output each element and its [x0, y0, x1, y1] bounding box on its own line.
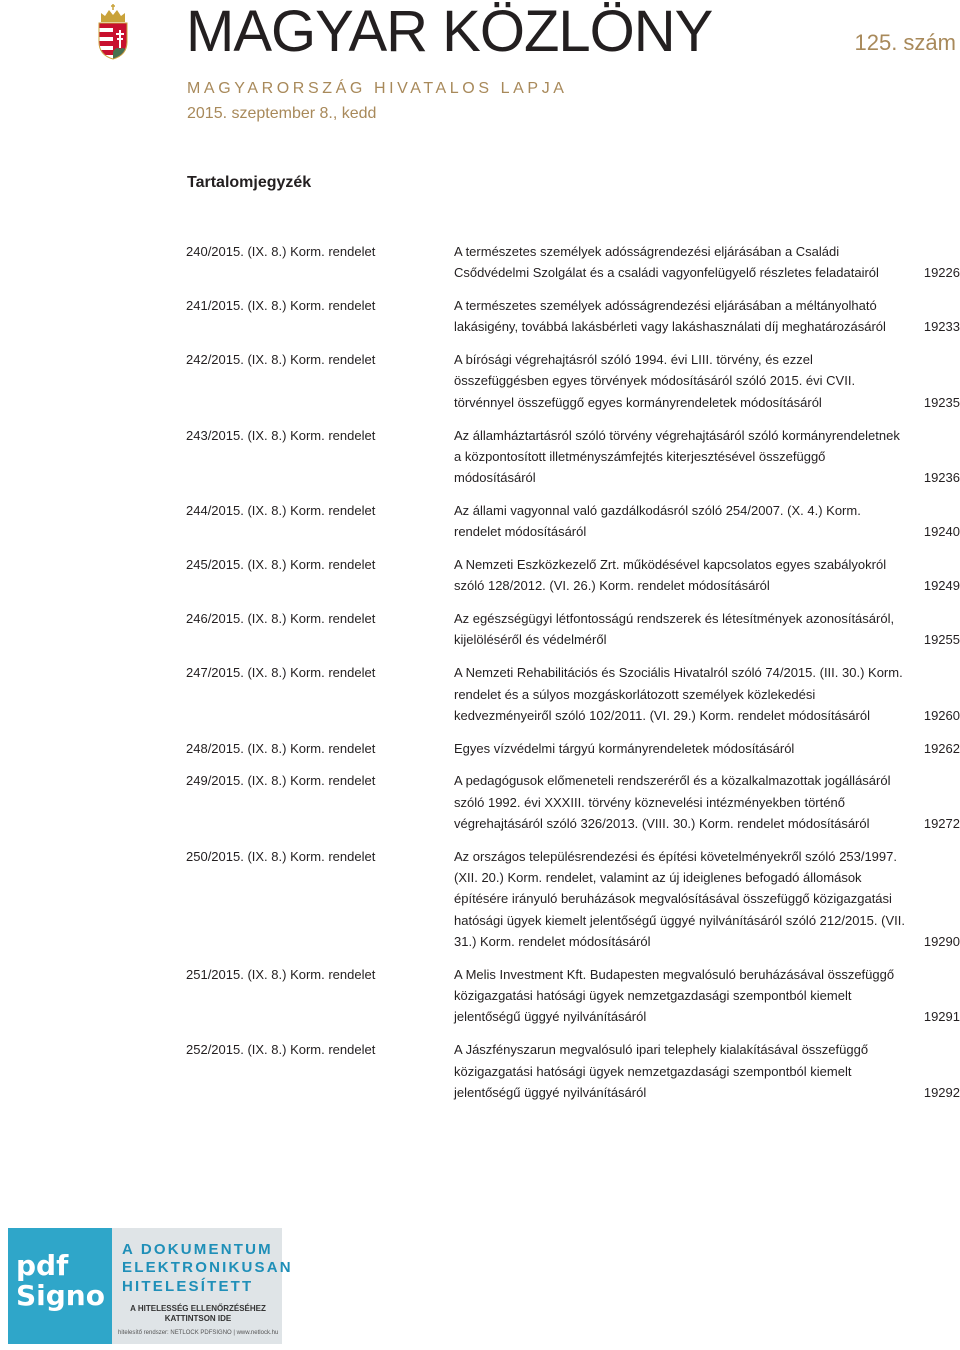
toc-entry-page-number: 19292 — [923, 1084, 960, 1100]
toc-entry[interactable] — [186, 770, 960, 834]
toc-entry-reference: 243/2015. (IX. 8.) Korm. rendelet — [186, 427, 376, 443]
badge-text-area — [112, 1228, 293, 1344]
toc-entry-reference: 246/2015. (IX. 8.) Korm. rendelet — [186, 611, 376, 627]
pdfsigno-logo-line1: pdf — [16, 1249, 69, 1282]
toc-entry-reference: 240/2015. (IX. 8.) Korm. rendelet — [186, 244, 376, 259]
coat-of-arms-icon — [96, 4, 130, 60]
toc-entry-title: Az egészségügyi létfontosságú rendszerek és létesítmények azonosításáról, kijelöléséről és védelméről — [454, 611, 895, 648]
table-of-contents — [186, 241, 960, 1115]
badge-footer: hitelesítő rendszer: NETLOCK PDFSIGNO | www.netlock.hu — [118, 1330, 279, 1336]
toc-entry-page-number: 19240 — [923, 524, 960, 540]
masthead-title: MAGYAR KÖZLÖNY — [186, 0, 713, 64]
toc-entry-title: A Nemzeti Eszközkezelő Zrt. működésével kapcsolatos egyes szabályokról szóló 128/2012. (VI. 26.) Korm. rendelet módosításáról — [454, 557, 887, 594]
toc-entry[interactable] — [186, 1039, 960, 1103]
toc-entry[interactable] — [186, 662, 960, 726]
toc-entry[interactable] — [186, 349, 960, 413]
toc-entry-reference: 245/2015. (IX. 8.) Korm. rendelet — [186, 557, 376, 573]
toc-entry-page-number: 19260 — [923, 707, 960, 723]
toc-entry[interactable] — [186, 425, 960, 489]
toc-entry-reference: 251/2015. (IX. 8.) Korm. rendelet — [186, 966, 376, 982]
masthead-subtitle: MAGYARORSZÁG HIVATALOS LAPJA — [187, 80, 568, 97]
badge-verify-link[interactable]: A HITELESSÉG ELLENŐRZÉSÉHEZ KATTINTSON IDE — [130, 1304, 266, 1323]
toc-entry-page-number: 19255 — [923, 632, 960, 648]
issue-date: 2015. szeptember 8., kedd — [187, 105, 377, 122]
toc-entry-reference: 247/2015. (IX. 8.) Korm. rendelet — [186, 665, 376, 681]
issue-number: 125. szám — [854, 30, 956, 55]
toc-entry-page-number: 19249 — [923, 578, 960, 594]
toc-entry[interactable] — [186, 738, 960, 759]
toc-entry-page-number: 19236 — [923, 470, 960, 486]
toc-entry-title: Az államháztartásról szóló törvény végrehajtásáról szóló kormányrendeletnek a központosított illetményszámfejtés kiterjesztésével összefüggő módosításáról — [454, 427, 900, 486]
toc-entry-title: Az országos településrendezési és építési követelményekről szóló 253/1997. (XII. 20.) Korm. rendelet, valamint az új ideiglenes befogadó állomások építésére irányuló beruházások megvalósításával összefüggő közigazgatási hatósági ügyek kiemelt jelentőségű üggyé nyilvánításáról szóló 212/2015. (VII. 31.) Korm. rendelet módosításáról — [454, 848, 905, 950]
toc-entry-title: A pedagógusok előmeneteli rendszeréről és a közalkalmazottak jogállásáról szóló 1992. évi XXXIII. törvény köznevelési intézményekben történő végrehajtásáról szóló 326/2013. (VIII. 30.) Korm. rendelet módosításáról — [454, 773, 891, 832]
toc-entry-page-number: 19291 — [923, 1009, 960, 1025]
toc-entry-reference: 250/2015. (IX. 8.) Korm. rendelet — [186, 848, 376, 864]
toc-entry-page-number: 19262 — [923, 740, 960, 756]
toc-entry-reference: 242/2015. (IX. 8.) Korm. rendelet — [186, 352, 376, 368]
toc-entry-title: A Melis Investment Kft. Budapesten megvalósuló beruházásával összefüggő közigazgatási hatósági ügyek nemzetgazdasági szempontból kiemelt jelentőségű üggyé nyilvánításáról — [454, 966, 895, 1025]
toc-entry-reference: 249/2015. (IX. 8.) Korm. rendelet — [186, 773, 376, 789]
toc-entry-reference: 241/2015. (IX. 8.) Korm. rendelet — [186, 298, 376, 314]
toc-heading: Tartalomjegyzék — [187, 174, 312, 191]
toc-entry-page-number: 19290 — [923, 934, 960, 950]
toc-entry[interactable] — [186, 241, 960, 284]
toc-entry-page-number: 19226 — [923, 265, 960, 281]
toc-entry[interactable] — [186, 500, 960, 543]
toc-entry[interactable] — [186, 846, 960, 952]
badge-line-3: HITELESÍTETT — [122, 1278, 254, 1295]
toc-entry-page-number: 19272 — [923, 816, 960, 832]
toc-entry-reference: 244/2015. (IX. 8.) Korm. rendelet — [186, 502, 376, 518]
badge-line-1: A DOKUMENTUM — [122, 1241, 273, 1258]
toc-entry[interactable] — [186, 964, 960, 1028]
toc-entry-title: Egyes vízvédelmi tárgyú kormányrendeletek módosításáról — [454, 740, 795, 756]
toc-entry-reference: 252/2015. (IX. 8.) Korm. rendelet — [186, 1042, 376, 1058]
pdfsigno-logo-line2: Signo — [16, 1279, 105, 1312]
toc-entry-title: A Jászfényszarun megvalósuló ipari telephely kialakításával összefüggő közigazgatási hatósági ügyek nemzetgazdasági szempontból kiemelt jelentőségű üggyé nyilvánításáról — [454, 1042, 869, 1100]
toc-entry-page-number: 19233 — [923, 319, 960, 335]
toc-entry[interactable] — [186, 554, 960, 597]
toc-entry[interactable] — [186, 608, 960, 651]
toc-entry-title: A természetes személyek adósságrendezési eljárásában a méltányolható lakásigény, továbbá lakásbérleti vagy lakáshasználati díj meghatározásáról — [454, 298, 886, 335]
toc-entry-title: A bírósági végrehajtásról szóló 1994. évi LIII. törvény, és ezzel összefüggésben egyes törvények módosításáról szóló 2015. évi CVII. törvénnyel összefüggő egyes kormányrendeletek módosításáról — [454, 352, 856, 410]
pdfsigno-authentication-badge[interactable] — [8, 1228, 293, 1344]
toc-entry[interactable] — [186, 295, 960, 338]
toc-entry-title: Az állami vagyonnal való gazdálkodásról szóló 254/2007. (X. 4.) Korm. rendelet módosításáról — [454, 502, 861, 540]
toc-entry-title: A természetes személyek adósságrendezési eljárásában a Családi Csődvédelmi Szolgálat és a családi vagyonfelügyelő részletes feladatairól — [454, 244, 879, 281]
pdfsigno-logo — [8, 1228, 112, 1344]
toc-entry-reference: 248/2015. (IX. 8.) Korm. rendelet — [186, 740, 376, 756]
toc-entry-page-number: 19235 — [923, 394, 960, 410]
toc-entry-title: A Nemzeti Rehabilitációs és Szociális Hivatalról szóló 74/2015. (III. 30.) Korm. rendelet és a súlyos mozgáskorlátozott személyek közlekedési kedvezményeiről szóló 102/2011. (VI. 29.) Korm. rendelet módosításáról — [454, 665, 903, 723]
badge-line-2: ELEKTRONIKUSAN — [122, 1259, 293, 1276]
